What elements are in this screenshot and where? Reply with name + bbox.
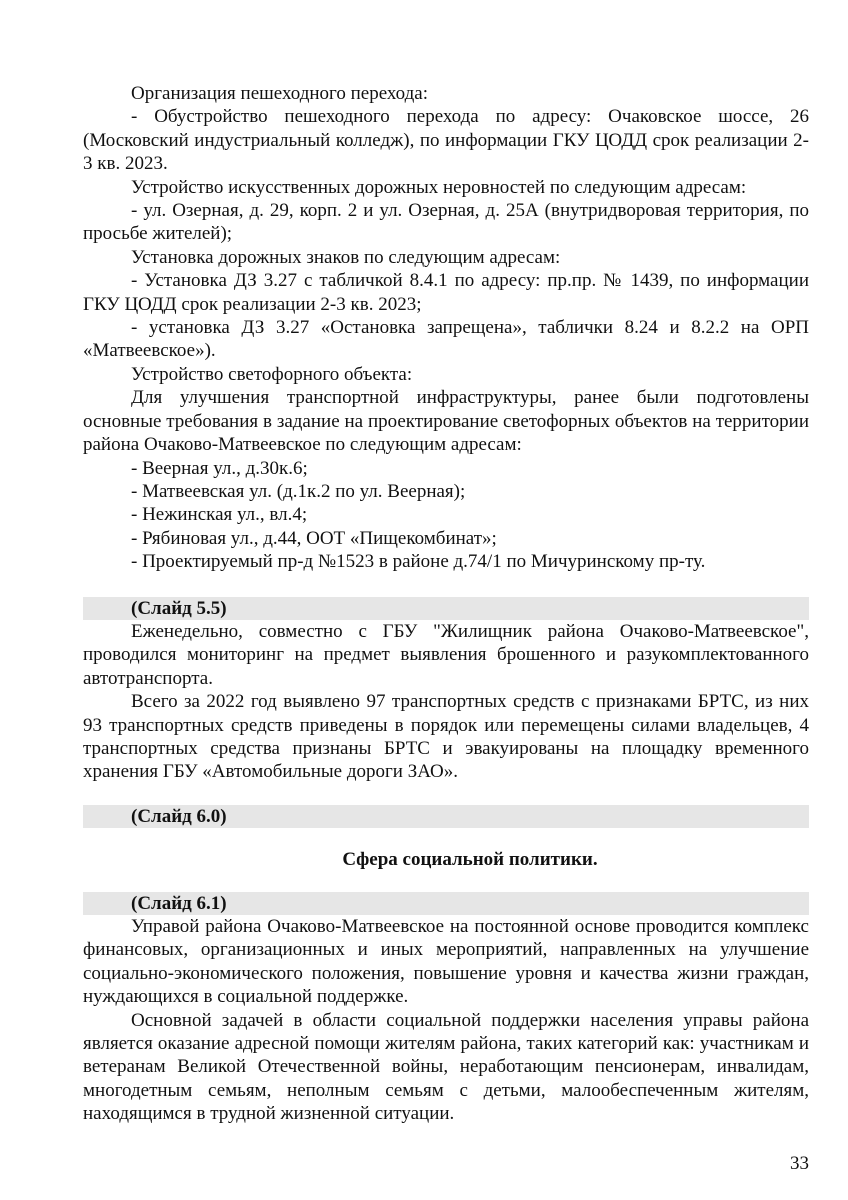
traffic-light-heading: Устройство светофорного объекта: [131, 363, 413, 385]
speed-bumps-item: - ул. Озерная, д. 29, корп. 2 и ул. Озерная, д. 25А (внутридворовая территория, по просьбе жителей); [83, 200, 809, 245]
social-policy-paragraph: Управой района Очаково-Матвеевское на постоянной основе проводится комплекс финансовых, организационных и иных мероприятий, направленных на улучшение социально-экономического положения, повышение уровня и качества жизни граждан, нуждающихся в социальной поддержке. [83, 916, 809, 1008]
road-signs-heading: Установка дорожных знаков по следующим адресам: [131, 246, 561, 268]
slide-marker-6-1: (Слайд 6.1) [83, 892, 809, 915]
crossing-heading: Организация пешеходного перехода: [131, 83, 428, 104]
speed-bumps-heading: Устройство искусственных дорожных неровностей по следующим адресам: [131, 176, 747, 198]
slide-marker-6-0: (Слайд 6.0) [83, 805, 809, 828]
crossing-item: - Обустройство пешеходного перехода по адресу: Очаковское шоссе, 26 (Московский индустриальный колледж), по информации ГКУ ЦОДД срок реализации 2-3 кв. 2023. [83, 106, 809, 175]
address-list-item: - Нежинская ул., вл.4; [131, 504, 308, 526]
slide-marker-5-5: (Слайд 5.5) [83, 597, 809, 620]
page-number: 33 [790, 1153, 809, 1174]
address-list-item: - Проектируемый пр-д №1523 в районе д.74/1 по Мичуринскому пр-ту. [131, 551, 706, 573]
address-list-item: - Веерная ул., д.30к.6; [131, 457, 308, 479]
section-heading: Сфера социальной политики. [342, 849, 598, 871]
address-list-item: - Рябиновая ул., д.44, ООТ «Пищекомбинат»; [131, 527, 497, 549]
monitoring-paragraph: Еженедельно, совместно с ГБУ "Жилищник района Очаково-Матвеевское", проводился мониторинг на предмет выявления брошенного и разукомплектованного автотранспорта. [83, 620, 809, 689]
address-list-item: - Матвеевская ул. (д.1к.2 по ул. Веерная); [131, 480, 466, 502]
vehicles-paragraph: Всего за 2022 год выявлено 97 транспортных средств с признаками БРТС, из них 93 транспортных средств приведены в порядок или перемещены силами владельцев, 4 транспортных средства признаны БРТС и эвакуированы на площадку временного хранения ГБУ «Автомобильные дороги ЗАО». [83, 691, 809, 783]
road-signs-item-2: - установка ДЗ 3.27 «Остановка запрещена», таблички 8.24 и 8.2.2 на ОРП «Матвеевское»). [83, 317, 809, 362]
road-signs-item-1: - Установка ДЗ 3.27 с табличкой 8.4.1 по адресу: пр.пр. № 1439, по информации ГКУ ЦОДД срок реализации 2-3 кв. 2023; [83, 270, 809, 315]
traffic-light-intro: Для улучшения транспортной инфраструктуры, ранее были подготовлены основные требования в задание на проектирование светофорных объектов на территории района Очаково-Матвеевское по следующим адресам: [83, 387, 809, 456]
page-body [83, 82, 809, 1126]
social-support-paragraph: Основной задачей в области социальной поддержки населения управы района является оказание адресной помощи жителям района, таких категорий как: участникам и ветеранам Великой Отечественной войны, неработающим пенсионерам, инвалидам, многодетным семьям, неполным семьям с детьми, малообеспеченным жителям, находящимся в трудной жизненной ситуации. [83, 1009, 809, 1125]
